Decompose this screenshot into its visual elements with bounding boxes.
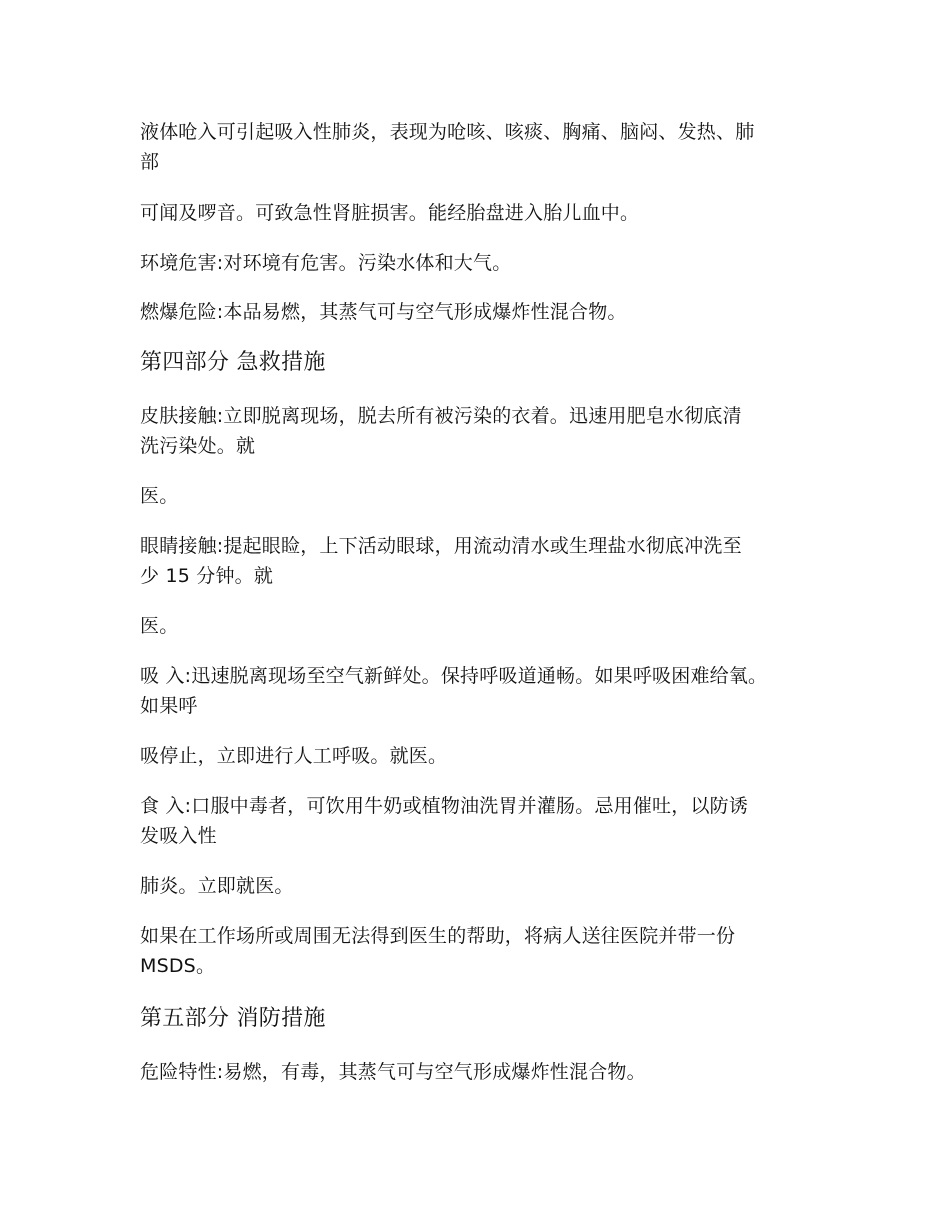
paragraph-inhalation: 吸 入:迅速脱离现场至空气新鲜处。保持呼吸道通畅。如果呼吸困难给氧。 如果呼: [140, 665, 768, 717]
paragraph-rales: 可闻及啰音。可致急性肾脏损害。能经胎盘进入胎儿血中。: [140, 202, 640, 224]
paragraph-ingestion-cont: 肺炎。立即就医。: [140, 875, 294, 897]
paragraph-skin-contact-cont: 医。: [140, 485, 179, 507]
paragraph-msds-note: 如果在工作场所或周围无法得到医生的帮助，将病人送往医院并带一份 MSDS。: [140, 925, 736, 977]
paragraph-hazard-properties: 危险特性:易燃，有毒，其蒸气可与空气形成爆炸性混合物。: [140, 1061, 646, 1083]
section-heading-fire-fighting: 第五部分 消防措施: [140, 1006, 326, 1031]
paragraph-environment-hazard: 环境危害:对环境有危害。污染水体和大气。: [140, 252, 512, 274]
paragraph-skin-contact: 皮肤接触:立即脱离现场，脱去所有被污染的衣着。迅速用肥皂水彻底清 洗污染处。就: [140, 405, 742, 457]
paragraph-inhalation-cont: 吸停止，立即进行人工呼吸。就医。: [140, 745, 448, 767]
paragraph-aspiration: 液体呛入可引起吸入性肺炎，表现为呛咳、咳痰、胸痛、脑闷、发热、肺 部: [140, 121, 755, 173]
paragraph-ingestion: 食 入:口服中毒者，可饮用牛奶或植物油洗胃并灌肠。忌用催吐，以防诱 发吸入性: [140, 795, 749, 847]
paragraph-eye-contact: 眼睛接触:提起眼睑，上下活动眼球，用流动清水或生理盐水彻底冲洗至 少 15 分钟。就: [140, 535, 742, 587]
section-heading-first-aid: 第四部分 急救措施: [140, 350, 326, 375]
paragraph-explosion-hazard: 燃爆危险:本品易燃，其蒸气可与空气形成爆炸性混合物。: [140, 301, 627, 323]
paragraph-eye-contact-cont: 医。: [140, 615, 179, 637]
